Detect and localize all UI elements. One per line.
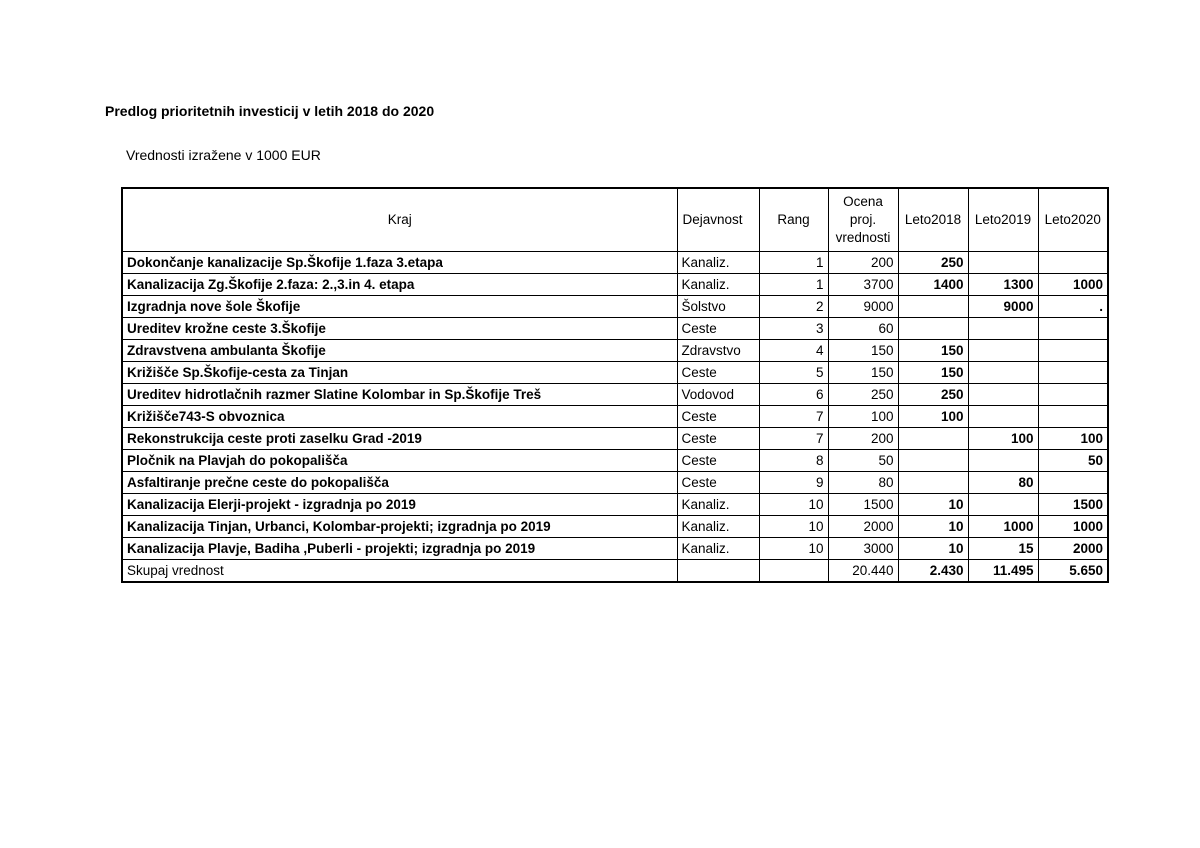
cell-leto2020: 1000 bbox=[1038, 274, 1108, 296]
cell-ocena: 80 bbox=[828, 472, 898, 494]
cell-leto2018 bbox=[898, 318, 968, 340]
cell-leto2018: 1400 bbox=[898, 274, 968, 296]
cell-leto2019 bbox=[968, 384, 1038, 406]
cell-kraj: Pločnik na Plavjah do pokopališča bbox=[122, 450, 677, 472]
cell-ocena: 2000 bbox=[828, 516, 898, 538]
cell-rang: 2 bbox=[759, 296, 828, 318]
cell-ocena: 1500 bbox=[828, 494, 898, 516]
header-kraj: Kraj bbox=[122, 188, 677, 252]
cell-dejavnost: Kanaliz. bbox=[677, 516, 759, 538]
table-row bbox=[122, 538, 1108, 560]
cell-leto2018 bbox=[898, 472, 968, 494]
total-cell-leto2020: 5.650 bbox=[1038, 560, 1108, 583]
cell-dejavnost: Kanaliz. bbox=[677, 274, 759, 296]
cell-ocena: 3700 bbox=[828, 274, 898, 296]
cell-kraj: Rekonstrukcija ceste proti zaselku Grad -2019 bbox=[122, 428, 677, 450]
header-dejavnost: Dejavnost bbox=[677, 188, 759, 252]
cell-kraj: Dokončanje kanalizacije Sp.Škofije 1.faza 3.etapa bbox=[122, 252, 677, 274]
cell-rang: 10 bbox=[759, 538, 828, 560]
cell-ocena: 200 bbox=[828, 428, 898, 450]
table-body bbox=[122, 252, 1108, 583]
header-leto2018: Leto2018 bbox=[898, 188, 968, 252]
cell-dejavnost: Ceste bbox=[677, 472, 759, 494]
cell-leto2018: 150 bbox=[898, 340, 968, 362]
cell-dejavnost: Ceste bbox=[677, 406, 759, 428]
cell-leto2019 bbox=[968, 450, 1038, 472]
cell-kraj: Ureditev krožne ceste 3.Škofije bbox=[122, 318, 677, 340]
table-row bbox=[122, 450, 1108, 472]
cell-ocena: 60 bbox=[828, 318, 898, 340]
cell-leto2019 bbox=[968, 252, 1038, 274]
cell-ocena: 9000 bbox=[828, 296, 898, 318]
header-leto2019: Leto2019 bbox=[968, 188, 1038, 252]
cell-dejavnost: Kanaliz. bbox=[677, 252, 759, 274]
cell-leto2019: 1300 bbox=[968, 274, 1038, 296]
cell-rang: 7 bbox=[759, 406, 828, 428]
cell-rang: 1 bbox=[759, 252, 828, 274]
cell-kraj: Izgradnja nove šole Škofije bbox=[122, 296, 677, 318]
cell-leto2019: 1000 bbox=[968, 516, 1038, 538]
cell-ocena: 50 bbox=[828, 450, 898, 472]
cell-rang: 5 bbox=[759, 362, 828, 384]
cell-kraj: Kanalizacija Tinjan, Urbanci, Kolombar-projekti; izgradnja po 2019 bbox=[122, 516, 677, 538]
cell-leto2020: 1500 bbox=[1038, 494, 1108, 516]
cell-rang: 1 bbox=[759, 274, 828, 296]
total-cell-ocena: 20.440 bbox=[828, 560, 898, 583]
cell-leto2020 bbox=[1038, 362, 1108, 384]
table-row bbox=[122, 472, 1108, 494]
header-ocena: Ocena proj. vrednosti bbox=[828, 188, 898, 252]
cell-dejavnost: Zdravstvo bbox=[677, 340, 759, 362]
cell-leto2020 bbox=[1038, 384, 1108, 406]
cell-leto2018 bbox=[898, 428, 968, 450]
cell-leto2020 bbox=[1038, 406, 1108, 428]
cell-leto2020 bbox=[1038, 472, 1108, 494]
total-cell-dejavnost bbox=[677, 560, 759, 583]
cell-dejavnost: Ceste bbox=[677, 318, 759, 340]
cell-leto2018: 100 bbox=[898, 406, 968, 428]
cell-ocena: 150 bbox=[828, 362, 898, 384]
cell-leto2020 bbox=[1038, 252, 1108, 274]
cell-leto2019: 15 bbox=[968, 538, 1038, 560]
cell-kraj: Kanalizacija Plavje, Badiha ,Puberli - projekti; izgradnja po 2019 bbox=[122, 538, 677, 560]
table-row bbox=[122, 318, 1108, 340]
cell-kraj: Zdravstvena ambulanta Škofije bbox=[122, 340, 677, 362]
cell-kraj: Asfaltiranje prečne ceste do pokopališča bbox=[122, 472, 677, 494]
cell-ocena: 100 bbox=[828, 406, 898, 428]
cell-leto2020: 50 bbox=[1038, 450, 1108, 472]
header-rang: Rang bbox=[759, 188, 828, 252]
cell-leto2019: 100 bbox=[968, 428, 1038, 450]
table-row bbox=[122, 252, 1108, 274]
cell-leto2020: 1000 bbox=[1038, 516, 1108, 538]
cell-dejavnost: Vodovod bbox=[677, 384, 759, 406]
cell-dejavnost: Kanaliz. bbox=[677, 494, 759, 516]
cell-leto2018: 10 bbox=[898, 538, 968, 560]
table-row bbox=[122, 406, 1108, 428]
table-row bbox=[122, 274, 1108, 296]
cell-dejavnost: Ceste bbox=[677, 450, 759, 472]
cell-leto2018: 10 bbox=[898, 494, 968, 516]
cell-rang: 10 bbox=[759, 516, 828, 538]
cell-leto2018: 150 bbox=[898, 362, 968, 384]
cell-leto2019 bbox=[968, 362, 1038, 384]
cell-rang: 10 bbox=[759, 494, 828, 516]
page-subtitle: Vrednosti izražene v 1000 EUR bbox=[126, 147, 321, 163]
total-cell-kraj: Skupaj vrednost bbox=[122, 560, 677, 583]
cell-leto2019 bbox=[968, 406, 1038, 428]
cell-dejavnost: Šolstvo bbox=[677, 296, 759, 318]
cell-leto2018: 250 bbox=[898, 252, 968, 274]
cell-kraj: Križišče743-S obvoznica bbox=[122, 406, 677, 428]
cell-dejavnost: Ceste bbox=[677, 428, 759, 450]
cell-leto2018: 250 bbox=[898, 384, 968, 406]
cell-leto2020: 100 bbox=[1038, 428, 1108, 450]
total-row bbox=[122, 560, 1108, 583]
total-cell-leto2019: 11.495 bbox=[968, 560, 1038, 583]
header-leto2020: Leto2020 bbox=[1038, 188, 1108, 252]
cell-ocena: 200 bbox=[828, 252, 898, 274]
cell-kraj: Kanalizacija Elerji-projekt - izgradnja po 2019 bbox=[122, 494, 677, 516]
cell-leto2020 bbox=[1038, 340, 1108, 362]
table-header-row bbox=[122, 188, 1108, 252]
cell-rang: 9 bbox=[759, 472, 828, 494]
cell-rang: 4 bbox=[759, 340, 828, 362]
total-cell-rang bbox=[759, 560, 828, 583]
total-cell-leto2018: 2.430 bbox=[898, 560, 968, 583]
cell-leto2019 bbox=[968, 494, 1038, 516]
cell-rang: 6 bbox=[759, 384, 828, 406]
cell-kraj: Križišče Sp.Škofije-cesta za Tinjan bbox=[122, 362, 677, 384]
investment-table bbox=[121, 187, 1109, 583]
cell-leto2019: 80 bbox=[968, 472, 1038, 494]
cell-dejavnost: Kanaliz. bbox=[677, 538, 759, 560]
cell-ocena: 150 bbox=[828, 340, 898, 362]
table-row bbox=[122, 494, 1108, 516]
cell-rang: 3 bbox=[759, 318, 828, 340]
cell-leto2018: 10 bbox=[898, 516, 968, 538]
cell-rang: 7 bbox=[759, 428, 828, 450]
cell-leto2019 bbox=[968, 318, 1038, 340]
table-row bbox=[122, 340, 1108, 362]
cell-leto2020: 2000 bbox=[1038, 538, 1108, 560]
cell-ocena: 250 bbox=[828, 384, 898, 406]
cell-rang: 8 bbox=[759, 450, 828, 472]
cell-leto2019: 9000 bbox=[968, 296, 1038, 318]
cell-leto2018 bbox=[898, 296, 968, 318]
page-title: Predlog prioritetnih investicij v letih 2018 do 2020 bbox=[105, 103, 435, 119]
cell-dejavnost: Ceste bbox=[677, 362, 759, 384]
table-row bbox=[122, 384, 1108, 406]
cell-kraj: Kanalizacija Zg.Škofije 2.faza: 2.,3.in 4. etapa bbox=[122, 274, 677, 296]
table-row bbox=[122, 296, 1108, 318]
cell-kraj: Ureditev hidrotlačnih razmer Slatine Kolombar in Sp.Škofije Treš bbox=[122, 384, 677, 406]
table-row bbox=[122, 362, 1108, 384]
cell-leto2018 bbox=[898, 450, 968, 472]
table-row bbox=[122, 428, 1108, 450]
cell-leto2020 bbox=[1038, 318, 1108, 340]
cell-leto2020: . bbox=[1038, 296, 1108, 318]
cell-ocena: 3000 bbox=[828, 538, 898, 560]
table-row bbox=[122, 516, 1108, 538]
cell-leto2019 bbox=[968, 340, 1038, 362]
